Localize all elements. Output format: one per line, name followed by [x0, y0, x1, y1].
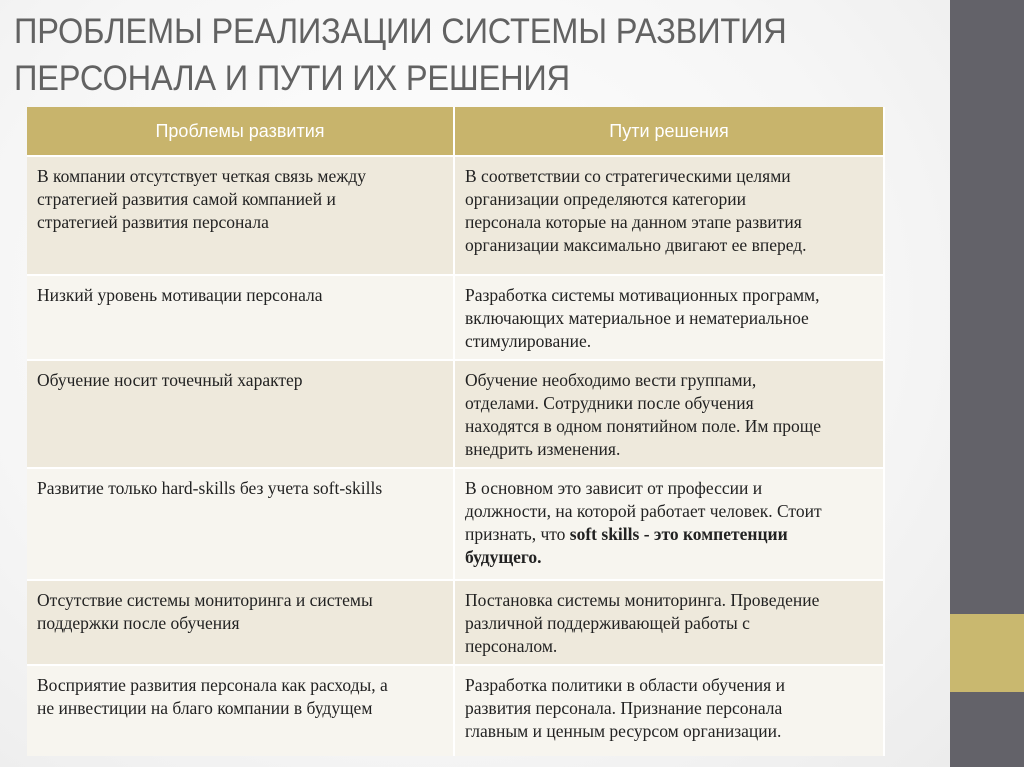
header-problems: Проблемы развития [27, 107, 454, 156]
table-row [27, 156, 884, 275]
problem-cell: Развитие только hard-skills без учета soft-skills [27, 468, 454, 580]
slide-title-line-1: ПРОБЛЕМЫ РЕАЛИЗАЦИИ СИСТЕМЫ РАЗВИТИЯ [14, 12, 787, 51]
solution-cell: Обучение необходимо вести группами, отделами. Сотрудники после обучения находятся в одном понятийном поле. Им проще внедрить изменения. [454, 360, 884, 468]
solution-cell: Разработка системы мотивационных программ, включающих материальное и нематериальное стимулирование. [454, 275, 884, 360]
solution-cell [454, 468, 884, 580]
table-row [27, 275, 884, 360]
solution-cell: Разработка политики в области обучения и развития персонала. Признание персонала главным и ценным ресурсом организации. [454, 665, 884, 756]
problem-cell: Восприятие развития персонала как расходы, а не инвестиции на благо компании в будущем [27, 665, 454, 756]
table-row [27, 665, 884, 756]
header-solutions: Пути решения [454, 107, 884, 156]
problem-cell: Отсутствие системы мониторинга и системы поддержки после обучения [27, 580, 454, 665]
solution-cell: Постановка системы мониторинга. Проведение различной поддерживающей работы с персоналом. [454, 580, 884, 665]
slide-title [14, 8, 870, 102]
solution-text: В основном это зависит от профессии и должности, на которой работает человек. Стоит признать, что [465, 478, 822, 544]
solution-cell: В соответствии со стратегическими целями организации определяются категории персонала которые на данном этапе развития организации максимально двигают ее вперед. [454, 156, 884, 275]
side-accent-block [950, 614, 1024, 692]
table-header-row [27, 107, 884, 156]
table-row [27, 468, 884, 580]
solution-bold-text: soft skills - это компетенции будущего. [465, 524, 788, 567]
slide-title-line-2: ПЕРСОНАЛА И ПУТИ ИХ РЕШЕНИЯ [14, 59, 570, 98]
table-row [27, 580, 884, 665]
problem-cell: Обучение носит точечный характер [27, 360, 454, 468]
problems-solutions-table [27, 107, 885, 756]
table-row [27, 360, 884, 468]
problem-cell: В компании отсутствует четкая связь между стратегией развития самой компанией и стратегией развития персонала [27, 156, 454, 275]
problem-cell: Низкий уровень мотивации персонала [27, 275, 454, 360]
